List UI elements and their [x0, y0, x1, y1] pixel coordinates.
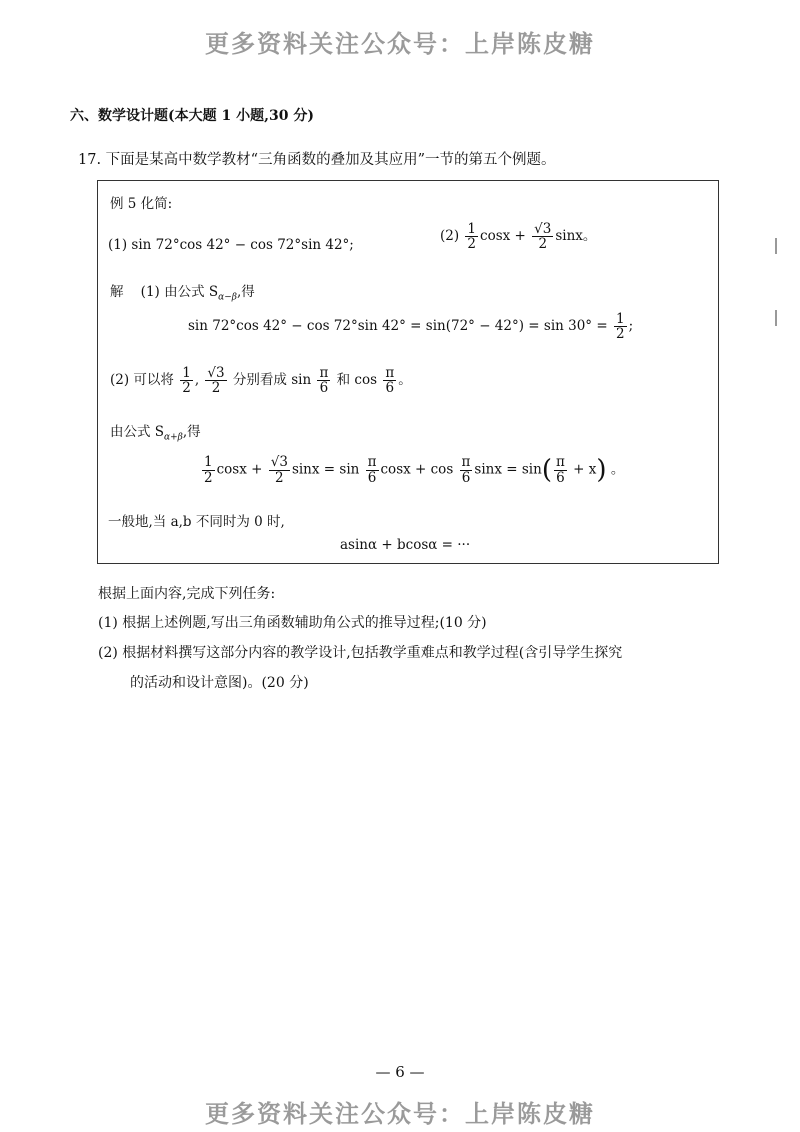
- solution-1-equation: sin 72°cos 42° − cos 72°sin 42° = sin(72° − 42°) = sin 30° = $\frac{1}{2}$ ;: [188, 311, 634, 343]
- fraction-half: $\frac{1}{2}$: [467, 221, 477, 253]
- tasks-intro: 根据上面内容,完成下列任务:: [98, 586, 276, 602]
- question-intro: 下面是某高中数学教材“三角函数的叠加及其应用”一节的第五个例题。: [105, 152, 556, 168]
- task-2-line-1: (2) 根据材料撰写这部分内容的教学设计,包括教学重难点和教学过程(含引导学生探究: [98, 645, 623, 661]
- watermark-top: 更多资料关注公众号：上岸陈皮糖: [205, 30, 595, 58]
- general-formula: asinα + bcosα = ···: [340, 537, 471, 553]
- formula-2-line: 由公式 $S_{\alpha+\beta}$,得: [110, 424, 201, 443]
- question-number: 17.: [78, 152, 102, 168]
- task-2-line-2: 的活动和设计意图)。(20 分): [130, 675, 309, 691]
- fraction-half-result: $\frac{1}{2}$: [615, 311, 625, 343]
- fraction-sqrt3-over-2: $\frac{√3}{2}$: [534, 221, 552, 253]
- section-title: 六、数学设计题(本大题 1 小题,30 分): [70, 108, 314, 124]
- solution-2: (2) 可以将 $\frac{1}{2}$ , $\frac{√3}{2}$ 分别看成 sin $\frac{\pi}{6}$ 和 cos $\frac{\pi}{6}$ 。: [110, 365, 412, 397]
- solution-1: 解 (1) 由公式 $S_{\alpha-\beta}$,得: [110, 284, 255, 303]
- task-1: (1) 根据上述例题,写出三角函数辅助角公式的推导过程;(10 分): [98, 615, 487, 631]
- page-number: — 6 —: [375, 1063, 425, 1081]
- problem-2-label: (2): [440, 228, 460, 245]
- solution-2-equation: $\frac{1}{2}$ cosx + $\frac{√3}{2}$ sinx = sin $\frac{\pi}{6}$ cosx + cos $\frac{\pi}{6}$ sinx = sin( $\frac{\pi}{6}$ + x) 。: [204, 454, 625, 486]
- problem-2: (2) $\frac{1}{2}$ cosx + $\frac{√3}{2}$ sinx。: [440, 221, 597, 253]
- problem-1: (1) sin 72°cos 42° − cos 72°sin 42°;: [108, 237, 354, 253]
- margin-mark: [775, 310, 777, 326]
- general-statement: 一般地,当 a,b 不同时为 0 时,: [108, 514, 285, 530]
- watermark-bottom: 更多资料关注公众号：上岸陈皮糖: [205, 1100, 595, 1128]
- margin-mark: [775, 238, 777, 254]
- example-heading: 例 5 化简:: [110, 196, 173, 212]
- question-17: [78, 148, 556, 169]
